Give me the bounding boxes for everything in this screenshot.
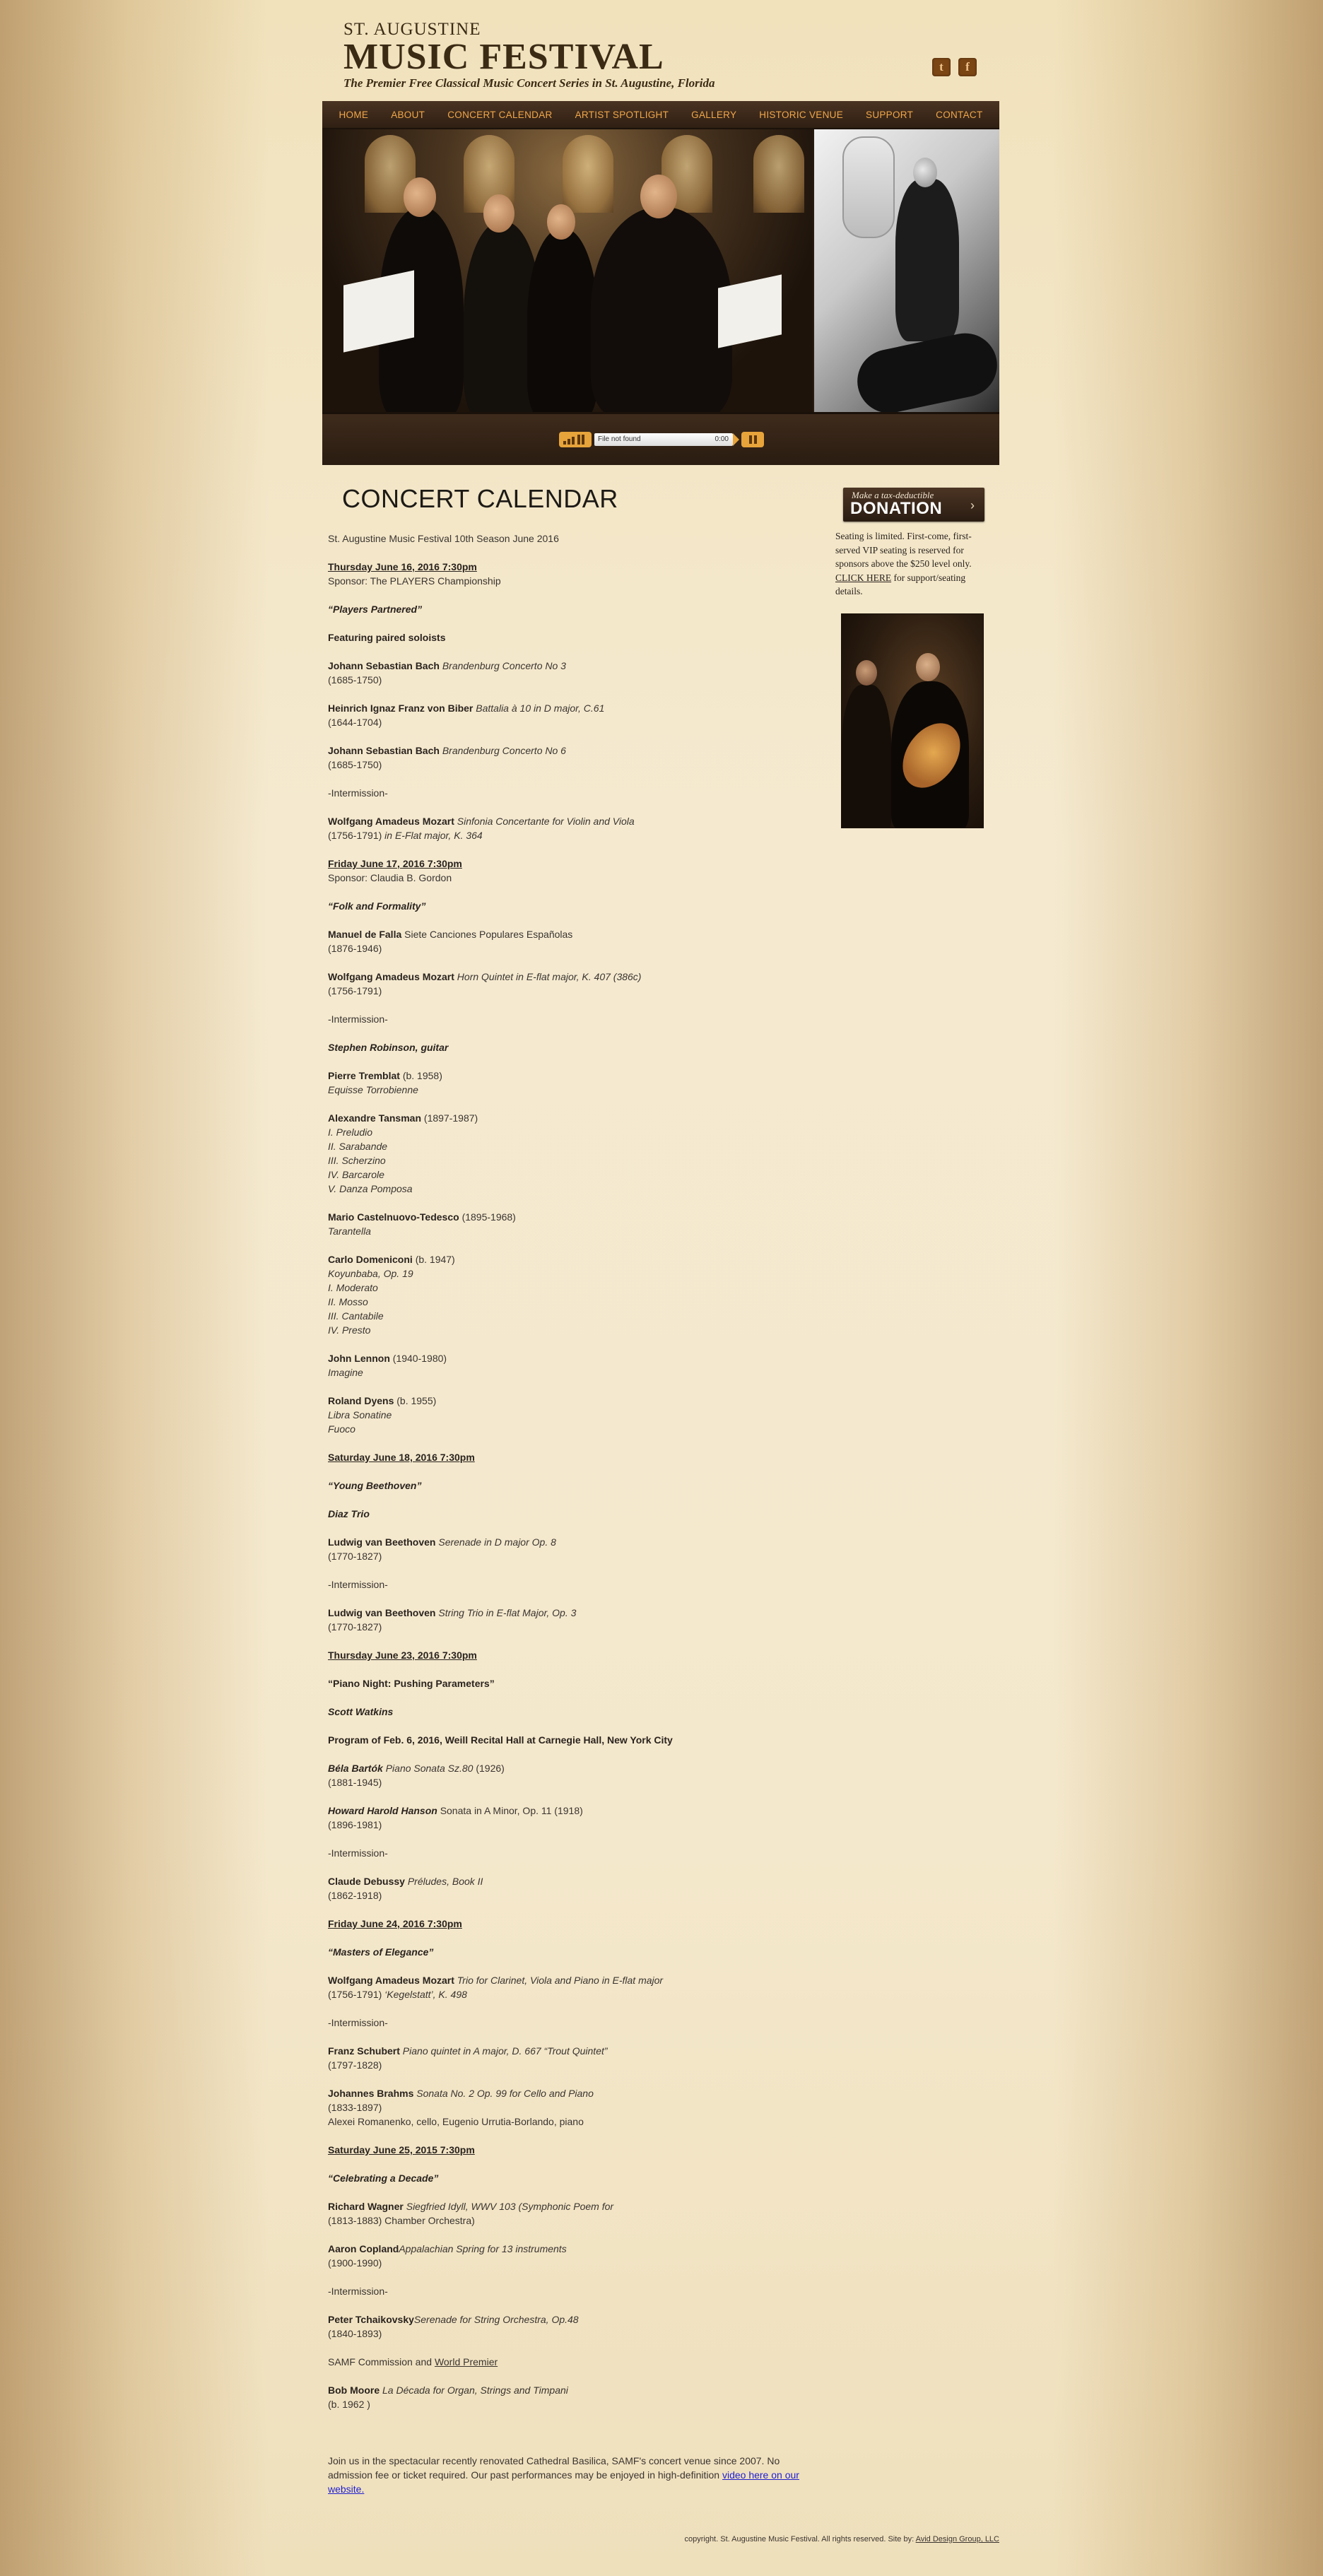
composer-years: (1897-1987) — [423, 1112, 478, 1124]
composer-name: Wolfgang Amadeus Mozart — [328, 816, 454, 827]
work-entry — [328, 1606, 816, 1634]
composer-name: John Lennon — [328, 1353, 390, 1364]
composer-years: (1900-1990) — [328, 2257, 382, 2269]
audio-progress-track[interactable] — [594, 433, 733, 446]
work-title: Sonata No. 2 Op. 99 for Cello and Piano — [416, 2088, 594, 2099]
work-title: La Década for Organ, Strings and Timpani — [382, 2384, 568, 2396]
concert-title: “Piano Night: Pushing Parameters” — [328, 1678, 495, 1689]
artist-name: Scott Watkins — [328, 1706, 394, 1717]
composer-years: (1881-1945) — [328, 1777, 382, 1788]
composer-years: (1840-1893) — [328, 2328, 382, 2339]
concert-2-date-block — [328, 857, 816, 885]
commission-text: SAMF Commission and — [328, 2356, 433, 2368]
audio-time: 0:00 — [715, 435, 729, 443]
footer — [684, 2535, 999, 2543]
nav-historic-venue[interactable]: HISTORIC VENUE — [759, 109, 844, 120]
work-title: Brandenburg Concerto No 6 — [442, 745, 566, 756]
pause-button[interactable] — [741, 432, 764, 447]
page-title: CONCERT CALENDAR — [342, 484, 618, 513]
work-title: Fuoco — [328, 1423, 355, 1435]
audio-status: File not found — [598, 435, 641, 443]
world-premier-link[interactable]: World Premier — [434, 2356, 498, 2368]
composer-years: (1756-1791) — [328, 830, 382, 841]
program-note: Program of Feb. 6, 2016, Weill Recital Hall at Carnegie Hall, New York City — [328, 1734, 673, 1746]
work-entry — [328, 970, 816, 998]
work-entry — [328, 743, 816, 772]
work-title: Tarantella — [328, 1225, 371, 1237]
nav-contact[interactable]: CONTACT — [936, 109, 983, 120]
volume-icon[interactable] — [559, 432, 592, 447]
composer-years: (1813-1883) — [328, 2215, 382, 2226]
intermission: -Intermission- — [328, 1013, 388, 1025]
work-title: Sonata in A Minor, Op. 11 (1918) — [440, 1805, 583, 1816]
composer-name: Howard Harold Hanson — [328, 1805, 437, 1816]
composer-name: Wolfgang Amadeus Mozart — [328, 971, 454, 982]
soloist-name: Stephen Robinson, guitar — [328, 1042, 449, 1053]
work-title: Imagine — [328, 1367, 363, 1378]
composer-name: Béla Bartók — [328, 1763, 383, 1774]
nav-concert-calendar[interactable]: CONCERT CALENDAR — [447, 109, 553, 120]
composer-years: (1876-1946) — [328, 943, 382, 954]
intermission: -Intermission- — [328, 1579, 388, 1590]
composer-name: Aaron Copland — [328, 2243, 399, 2254]
concert-subtitle: Featuring paired soloists — [328, 632, 446, 643]
site-tagline: The Premier Free Classical Music Concert Series in St. Augustine, Florida — [343, 76, 715, 90]
ensemble-name: Diaz Trio — [328, 1508, 370, 1519]
work-title: Horn Quintet in E-flat major, K. 407 (386c) — [457, 971, 642, 982]
composer-years: (1896-1981) — [328, 1819, 382, 1830]
work-title: Sinfonia Concertante for Violin and Viola — [457, 816, 635, 827]
nav-gallery[interactable]: GALLERY — [691, 109, 737, 120]
nav-home[interactable]: HOME — [339, 109, 369, 120]
work-entry — [328, 2199, 816, 2228]
composer-name: Mario Castelnuovo-Tedesco — [328, 1211, 459, 1223]
concert-title: “Young Beethoven” — [328, 1480, 422, 1491]
copyright-text: copyright. St. Augustine Music Festival. All rights reserved. Site by: — [684, 2535, 915, 2543]
seating-suffix: for support/seating details. — [835, 572, 966, 596]
composer-years: (1833-1897) — [328, 2102, 382, 2113]
composer-years: (1756-1791) — [328, 1989, 382, 2000]
movement: II. Sarabande — [328, 1141, 388, 1152]
work-entry — [328, 659, 816, 687]
designer-credit-link[interactable]: Avid Design Group, LLC — [915, 2535, 999, 2543]
concert-list — [328, 531, 816, 2510]
movement: I. Preludio — [328, 1127, 373, 1138]
intermission: -Intermission- — [328, 2286, 388, 2297]
logo-line2: MUSIC FESTIVAL — [343, 37, 664, 77]
composer-years: (1756-1791) — [328, 985, 382, 996]
movement: II. Mosso — [328, 1296, 368, 1307]
work-entry — [328, 1874, 816, 1902]
concert-title: “Folk and Formality” — [328, 900, 426, 912]
nav-artist-spotlight[interactable]: ARTIST SPOTLIGHT — [575, 109, 669, 120]
composer-name: Peter Tchaikovsky — [328, 2314, 414, 2325]
movement: IV. Barcarole — [328, 1169, 384, 1180]
concert-title: “Masters of Elegance” — [328, 1946, 434, 1958]
composer-name: Alexandre Tansman — [328, 1112, 422, 1124]
seating-text: Seating is limited. First-come, first-served VIP seating is reserved for sponsors above the $250 level only. — [835, 531, 972, 569]
work-entry — [328, 1210, 816, 1238]
intermission: -Intermission- — [328, 1847, 388, 1859]
chevron-right-icon: › — [970, 498, 975, 512]
movement: IV. Presto — [328, 1324, 371, 1336]
intermission: -Intermission- — [328, 787, 388, 799]
donation-button[interactable] — [843, 488, 984, 522]
work-title: Koyunbaba, Op. 19 — [328, 1268, 413, 1279]
composer-name: Heinrich Ignaz Franz von Biber — [328, 702, 474, 714]
intermission: -Intermission- — [328, 2017, 388, 2028]
logo-line1: ST. AUGUSTINE — [343, 20, 481, 39]
work-title: Trio for Clarinet, Viola and Piano in E-flat major — [457, 1975, 664, 1986]
composer-years: (1770-1827) — [328, 1621, 382, 1633]
main-nav — [322, 101, 999, 129]
movement: I. Moderato — [328, 1282, 378, 1293]
facebook-icon[interactable]: f — [958, 58, 977, 76]
concert-sponsor: Sponsor: The PLAYERS Championship — [328, 575, 501, 587]
work-entry — [328, 1351, 816, 1380]
composer-years: (b. 1962 ) — [328, 2399, 370, 2410]
hero-banner — [322, 129, 999, 412]
concert-date: Thursday June 23, 2016 7:30pm — [328, 1649, 477, 1661]
donate-caption: Make a tax-deductible — [852, 490, 934, 500]
work-title: Piano Sonata Sz.80 — [385, 1763, 474, 1774]
composer-years: (1770-1827) — [328, 1551, 382, 1562]
page — [322, 0, 999, 2576]
work-entry — [328, 2086, 816, 2129]
work-entry — [328, 1761, 816, 1789]
composer-name: Richard Wagner — [328, 2201, 404, 2212]
work-title: Equisse Torrobienne — [328, 1084, 418, 1095]
work-entry — [328, 814, 816, 842]
work-entry — [328, 1252, 816, 1337]
composer-name: Bob Moore — [328, 2384, 380, 2396]
composer-years: (1685-1750) — [328, 759, 382, 770]
composer-name: Johann Sebastian Bach — [328, 660, 440, 671]
work-title: Battalia à 10 in D major, C.61 — [476, 702, 605, 714]
movement: V. Danza Pomposa — [328, 1183, 413, 1194]
hero-photo-guitarist — [814, 129, 999, 412]
closing-note — [328, 2454, 816, 2496]
work-title: Préludes, Book II — [407, 1876, 483, 1887]
concert-date: Friday June 17, 2016 7:30pm — [328, 858, 462, 869]
audio-player-bar — [322, 412, 999, 465]
concert-title: “Celebrating a Decade” — [328, 2172, 439, 2184]
audio-player — [559, 432, 764, 447]
nav-support[interactable]: SUPPORT — [866, 109, 914, 120]
composer-years: (1862-1918) — [328, 1890, 382, 1901]
work-title: Piano quintet in A major, D. 667 “Trout Quintet” — [402, 2045, 608, 2057]
seating-info — [835, 529, 988, 599]
composer-name: Pierre Tremblat — [328, 1070, 400, 1081]
composer-name: Ludwig van Beethoven — [328, 1536, 436, 1548]
composer-name: Manuel de Falla — [328, 929, 402, 940]
composer-years: (1685-1750) — [328, 674, 382, 686]
composer-name: Franz Schubert — [328, 2045, 400, 2057]
work-entry — [328, 1111, 816, 1196]
concert-date: Friday June 24, 2016 7:30pm — [328, 1918, 462, 1929]
concert-date: Saturday June 18, 2016 7:30pm — [328, 1452, 475, 1463]
composer-years: (b. 1955) — [396, 1395, 437, 1406]
work-title: String Trio in E-flat Major, Op. 3 — [438, 1607, 577, 1618]
click-here-link[interactable]: CLICK HERE — [835, 572, 892, 583]
work-entry — [328, 1973, 816, 2001]
season-intro: St. Augustine Music Festival 10th Season June 2016 — [328, 533, 559, 544]
work-title: Serenade in D major Op. 8 — [438, 1536, 556, 1548]
concert-date: Saturday June 25, 2015 7:30pm — [328, 2144, 475, 2156]
donate-label: DONATION — [850, 499, 943, 518]
composer-years: (1644-1704) — [328, 717, 382, 728]
work-entry — [328, 1394, 816, 1436]
concert-1-date-block — [328, 560, 816, 588]
tumblr-icon[interactable]: t — [932, 58, 951, 76]
composer-name: Wolfgang Amadeus Mozart — [328, 1975, 454, 1986]
work-entry — [328, 2383, 816, 2411]
site-logo[interactable] — [343, 20, 838, 90]
hero-photo-quartet — [322, 129, 813, 412]
composer-years: (1895-1968) — [461, 1211, 516, 1223]
work-title: Siegfried Idyll, WWV 103 (Symphonic Poem for — [406, 2201, 614, 2212]
closing-text: Join us in the spectacular recently renovated Cathedral Basilica, SAMF's concert venue since 2007. No admission fee or ticket required. Our past performances may be enjoyed in high-definition — [328, 2455, 780, 2481]
work-catalog: ‘Kegelstatt’, K. 498 — [384, 1989, 467, 2000]
work-entry — [328, 2242, 816, 2270]
performers: Alexei Romanenko, cello, Eugenio Urrutia-Borlando, piano — [328, 2116, 584, 2127]
video-link[interactable]: video here on our website. — [328, 2469, 799, 2495]
work-title: Siete Canciones Populares Españolas — [404, 929, 573, 940]
composer-name: Claude Debussy — [328, 1876, 405, 1887]
commission-note — [328, 2355, 816, 2369]
sidebar-photo-musicians — [841, 613, 984, 828]
work-title-cont: Chamber Orchestra) — [384, 2215, 475, 2226]
track-arrow-icon — [733, 433, 739, 446]
composer-name: Johann Sebastian Bach — [328, 745, 440, 756]
work-year: (1926) — [476, 1763, 505, 1774]
movement: III. Scherzino — [328, 1155, 386, 1166]
composer-name: Ludwig van Beethoven — [328, 1607, 436, 1618]
nav-about[interactable]: ABOUT — [391, 109, 425, 120]
work-entry — [328, 1069, 816, 1097]
concert-title: “Players Partnered” — [328, 604, 423, 615]
work-entry — [328, 2312, 816, 2341]
composer-name: Johannes Brahms — [328, 2088, 414, 2099]
composer-name: Roland Dyens — [328, 1395, 394, 1406]
work-entry — [328, 927, 816, 955]
composer-years: (b. 1947) — [415, 1254, 455, 1265]
work-key: in E-Flat major, K. 364 — [384, 830, 483, 841]
composer-name: Carlo Domeniconi — [328, 1254, 413, 1265]
work-entry — [328, 701, 816, 729]
work-title: Brandenburg Concerto No 3 — [442, 660, 566, 671]
concert-sponsor: Sponsor: Claudia B. Gordon — [328, 872, 452, 883]
work-title: Serenade for String Orchestra, Op.48 — [413, 2314, 579, 2325]
movement: III. Cantabile — [328, 1310, 384, 1322]
work-title: Libra Sonatine — [328, 1409, 392, 1421]
work-entry — [328, 1535, 816, 1563]
composer-years: (1940-1980) — [392, 1353, 447, 1364]
composer-years: (b. 1958) — [402, 1070, 442, 1081]
concert-date: Thursday June 16, 2016 7:30pm — [328, 561, 477, 572]
work-title: Appalachian Spring for 13 instruments — [399, 2243, 567, 2254]
composer-years: (1797-1828) — [328, 2059, 382, 2071]
work-entry — [328, 1804, 816, 1832]
work-entry — [328, 2044, 816, 2072]
